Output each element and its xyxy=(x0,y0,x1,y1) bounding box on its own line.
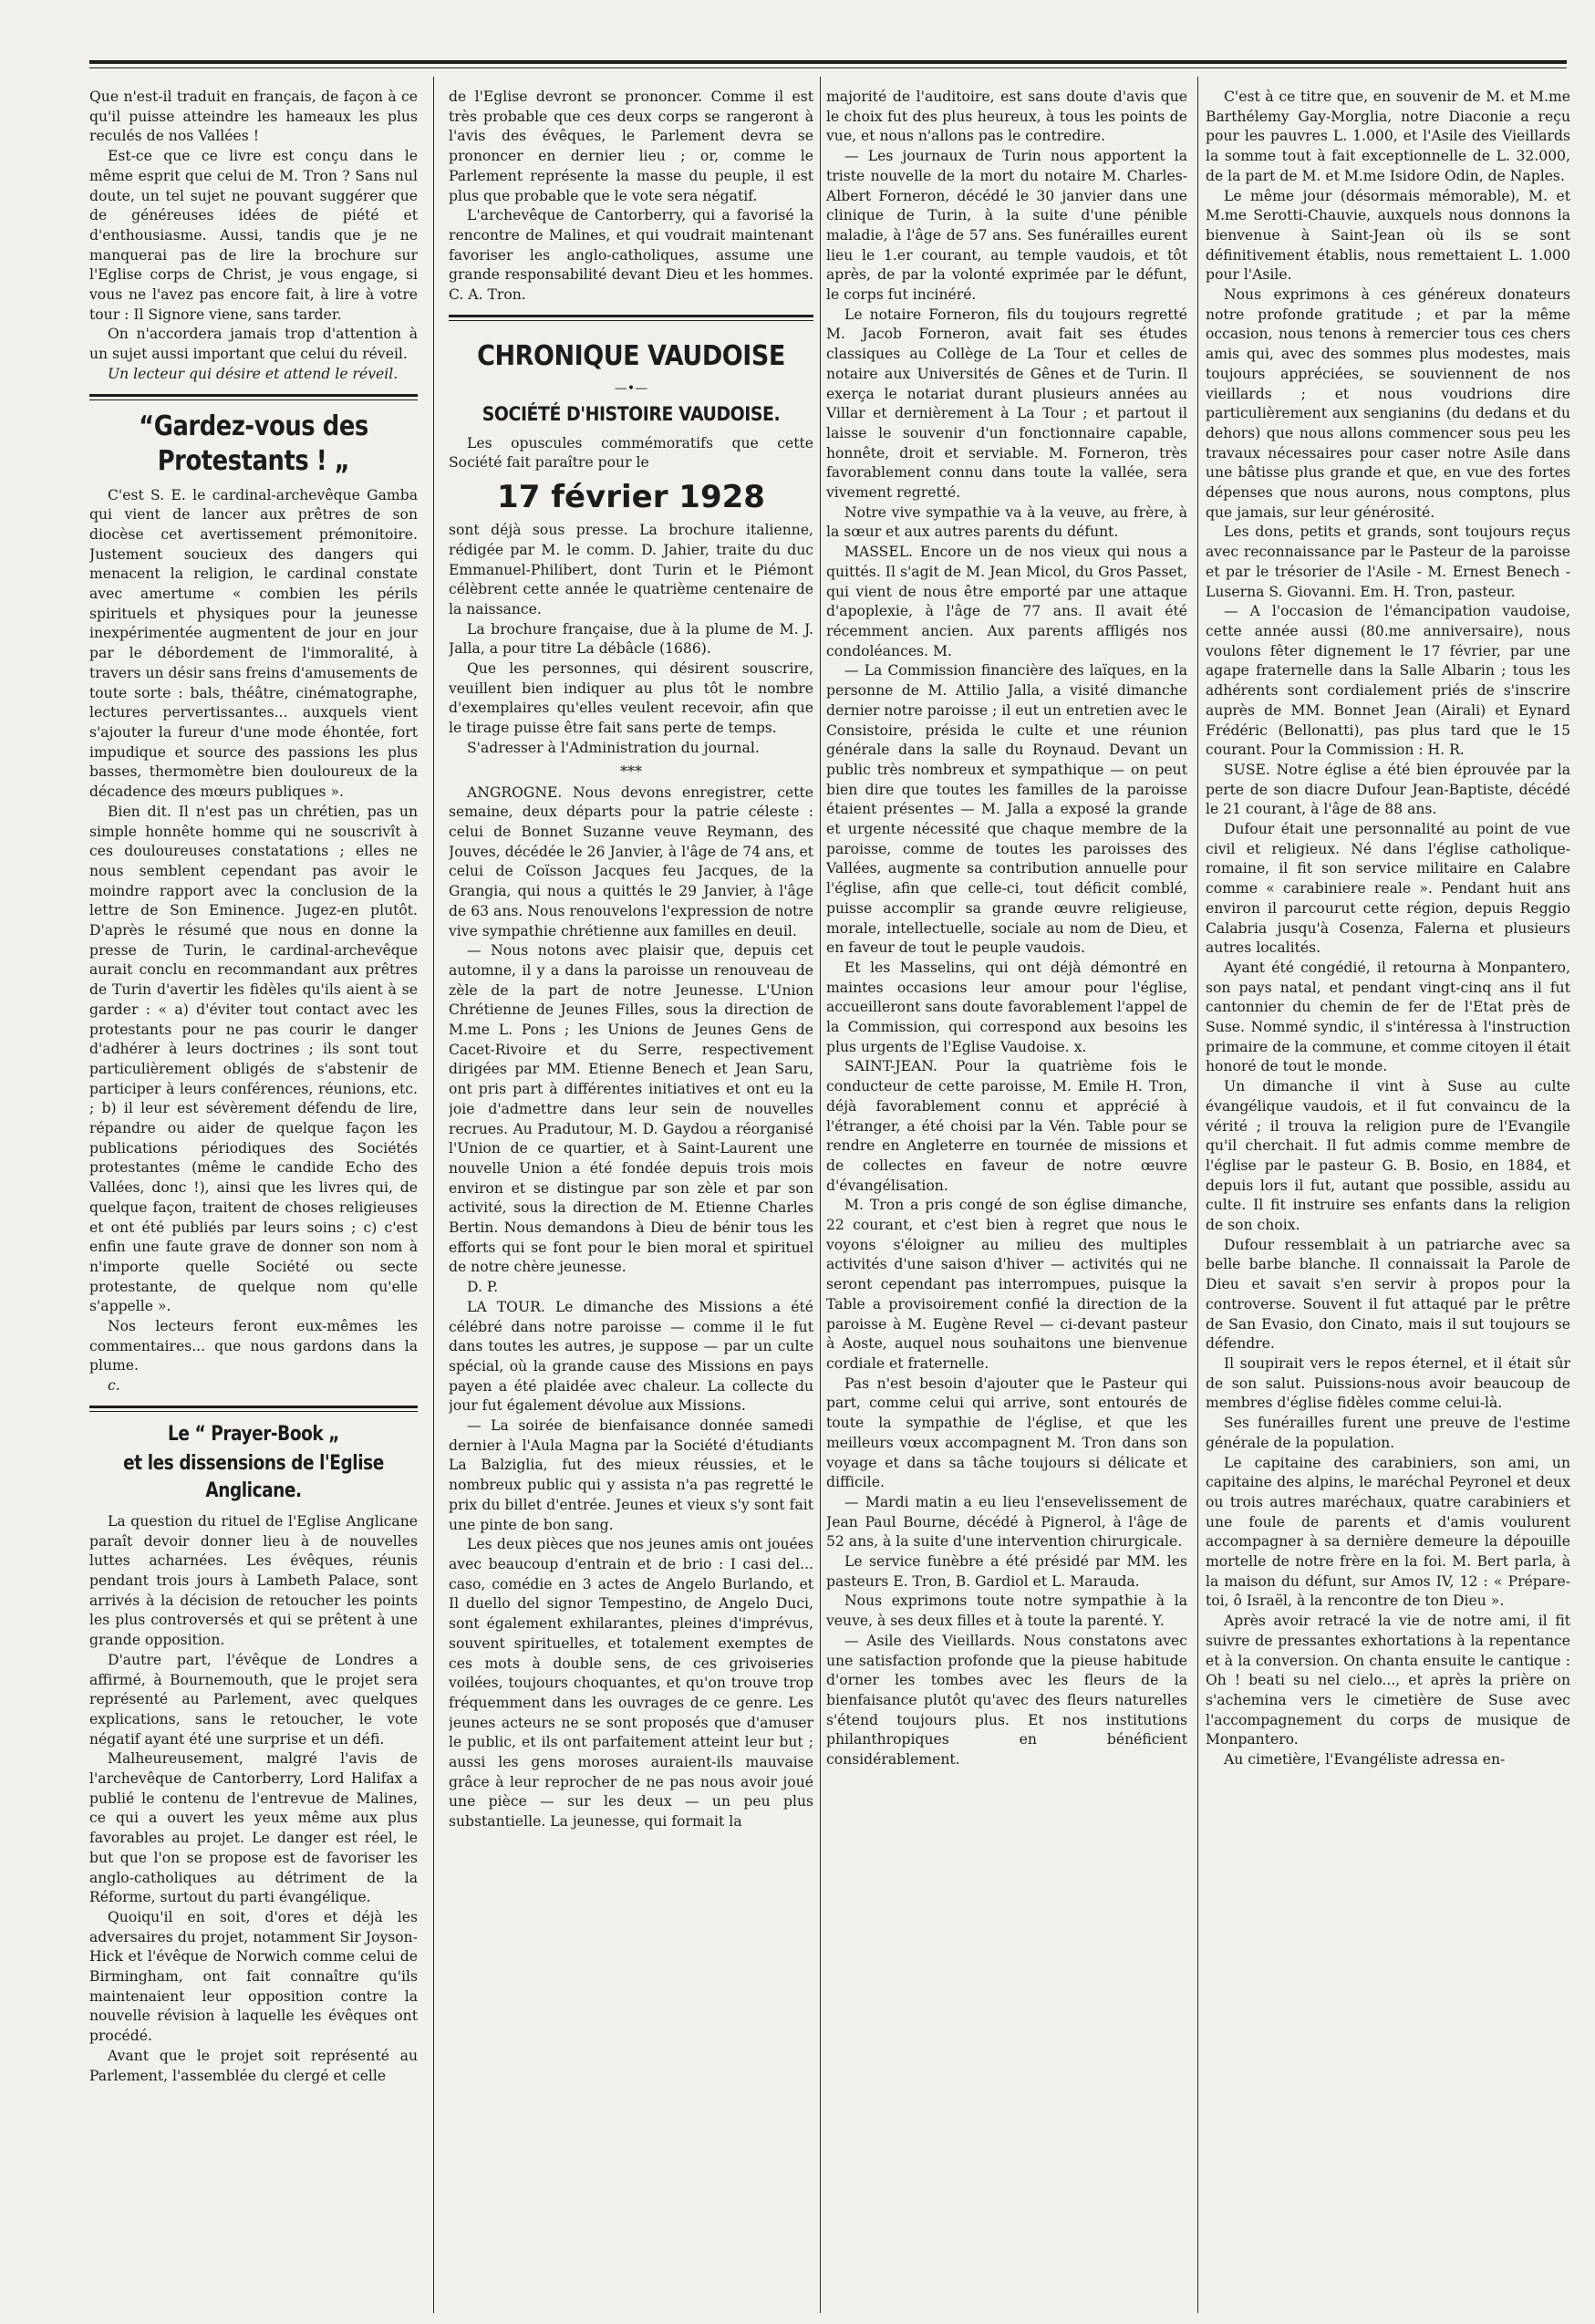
article-gardez xyxy=(89,486,418,1396)
paragraph: — La Commission financière des laïques, en la personne de M. Attilio Jalla, a visité dimanche dernier notre paroisse ; il eut un entretien avec le Consistoire, présida le culte et une réunion générale dans la salle du Roynaud. Devant un public très nombreux et sympathique — on peut bien dire que toutes les familles de la paroisse étaient présentes — M. Jalla a exposé la grande et urgente nécessité que chaque membre de la paroisse, comme de toutes les paroisses des Vallées, augmente sa contribution annuelle pour l'église, afin que celle-ci, tout déficit comblé, puisse accomplir sa grande œuvre religieuse, morale, intellectuelle, sociale au nom de Dieu, et en faveur de tout le peuple vaudois. xyxy=(826,662,1187,957)
paragraph: — Les journaux de Turin nous apportent la triste nouvelle de la mort du notaire M. Charles-Albert Forneron, décédé le 30 janvier dans une clinique de Turin, à la suite d'une pénible maladie, à l'âge de 57 ans. Ses funérailles eurent lieu le 1.er courant, au temple vaudois, et tôt après, de par la volonté exprimée par le défunt, le corps fut incinéré. xyxy=(826,148,1187,304)
paragraph: — La soirée de bienfaisance donnée samedi dernier à l'Aula Magna par la Société d'étudiants La Balziglia, fut des mieux réussies, et le nombreux public qui y assista n'a pas regretté le prix du billet d'entrée. Jeunes et vieux s'y sont fait une pinte de bon sang. xyxy=(449,1417,813,1533)
column-2 xyxy=(449,88,813,2313)
top-rule xyxy=(89,60,1567,64)
paragraph: majorité de l'auditoire, est sans doute d'avis que le choix fut des plus heureux, à tous les points de vue, et nous n'allons pas le contredire. xyxy=(826,88,1187,145)
section-rule-thin xyxy=(89,1411,418,1412)
column-divider xyxy=(433,77,434,2313)
paragraph: Le notaire Forneron, fils du toujours regretté M. Jacob Forneron, avait fait ses études classiques au Collège de La Tour et celles de notaire aux Universités de Gênes et de Turin. Il exerça le notariat durant plusieurs années au Villar et dernièrement à La Tour ; et partout il laisse le souvenir d'un fonctionnaire capable, honnête, droit et serviable. M. Forneron, très favorablement connu dans toute la vallée, sera vivement regretté. xyxy=(826,306,1187,502)
reveil-letter xyxy=(89,88,418,385)
column-divider xyxy=(1197,77,1198,2313)
paragraph: Au cimetière, l'Evangéliste adressa en- xyxy=(1224,1751,1506,1769)
paragraph: Les opuscules commémoratifs que cette Société fait paraître pour le xyxy=(449,434,813,472)
paragraph: C'est à ce titre que, en souvenir de M. et M.me Barthélemy Gay-Morglia, notre Diaconie a reçu pour les pauvres L. 1.000, et l'Asile des Vieillards la somme tout à fait exceptionnelle de L. 32.000, de la part de M. et M.me Isidore Odin, de Naples. xyxy=(1206,88,1570,184)
paragraph: Avant que le projet soit représenté au Parlement, l'assemblée du clergé et celle xyxy=(89,2047,418,2084)
paragraph: LA TOUR. Le dimanche des Missions a été célébré dans notre paroisse — comme il le fut dans toutes les autres, je suppose — par un culte spécial, où la grande cause des Missions en pays payen a été plaidée avec chaleur. La collecte du jour fut également dévolue aux Missions. xyxy=(449,1298,813,1415)
paragraph: Bien dit. Il n'est pas un chrétien, pas un simple honnête homme qui ne souscrivît à ces douloureuses constatations ; elles ne nous semblent cependant pas avoir le moindre rapport avec la conclusion de la lettre de Son Eminence. Jugez-en plutôt. D'après le résumé que nous en donne la presse de Turin, le cardinal-archevêque aurait conclu en recommandant aux prêtres de Turin d'avertir les fidèles qu'ils aient à se garder : « a) d'éviter tout contact avec les protestants pour ne pas courir le danger d'adhérer à leurs doctrines ; ils sont tout particulièrement obligés de s'abstenir de participer à leurs conférences, réunions, etc. ; b) il leur est sévèrement défendu de lire, répandre ou aider de quelque façon les publications périodiques des Sociétés protestantes (même le candide Echo des Vallées, donc !), ainsi que les livres qui, de quelque façon, traitent de choses religieuses et ont été publiés par leurs soins ; c) c'est enfin une faute grave de donner son nom à n'importe quelle Société ou secte protestante, de quelque nom qu'elle s'appelle ». xyxy=(89,803,418,1315)
paragraph: Ses funérailles furent une preuve de l'estime générale de la population. xyxy=(1206,1415,1570,1451)
commemoration-date: 17 février 1928 xyxy=(497,479,765,516)
section-title-societe: SOCIÉTÉ D'HISTOIRE VAUDOISE. xyxy=(482,402,781,425)
paragraph: — Nous notons avec plaisir que, depuis cet automne, il y a dans la paroisse un renouveau de zèle de la part de notre Jeunesse. L'Union Chrétienne de Jeunes Filles, sous la direction de M.me L. Pons ; les Unions de Jeunes Gens de Cacet-Rivoire et du Serre, respectivement dirigées par MM. Etienne Benech et Jean Saru, ont pris part à différentes initiatives et ont eu la joie d'admettre dans leur sein de nouvelles recrues. Au Pradutour, M. D. Gaydou a réorganisé l'Union de ce quartier, et à Saint-Laurent une nouvelle Union a été fondée depuis trois mois environ et se distingue par son zèle et par son activité, sous la direction de M. Etienne Charles Bertin. Nous demandons à Dieu de bénir tous les efforts qui se font pour le bien moral et spirituel de notre chère jeunesse. xyxy=(449,942,813,1276)
paragraph: Le même jour (désormais mémorable), M. et M.me Serotti-Chauvie, auxquels nous donnons la bienvenue à Saint-Jean où ils se sont définitivement établis, nous remettaient L. 1.000 pour l'Asile. xyxy=(1206,187,1570,284)
paragraph: Ayant été congédié, il retourna à Monpantero, son pays natal, et pendant vingt-cinq ans il fut cantonnier du chemin de fer de l'Etat près de Suse. Nommé syndic, il s'intéressa à l'instruction primaire de la commune, et comme citoyen il était honoré de tout le monde. xyxy=(1206,959,1570,1075)
stars-divider: *** xyxy=(620,762,642,780)
paragraph: Un dimanche il vint à Suse au culte évangélique vaudois, et il fut convaincu de la vérité ; il trouva la religion pure de l'Evangile qu'il cherchait. Il fut admis comme membre de l'église par le pasteur G. B. Bosio, en 1884, et depuis lors il fut, autant que possible, assidu au culte. Il fit instruire ses enfants dans la religion de son choix. xyxy=(1206,1078,1570,1234)
section-rule-thin xyxy=(89,399,418,400)
article-signature: c. xyxy=(108,1377,120,1395)
paragraph: SUSE. Notre église a été bien éprouvée par la perte de son diacre Dufour Jean-Baptiste, décédé le 21 courant, à l'âge de 88 ans. xyxy=(1206,761,1570,818)
article-signature: D. P. xyxy=(467,1279,499,1296)
paragraph: Les deux pièces que nos jeunes amis ont jouées avec beaucoup d'entrain et de brio : I casi del... caso, comédie en 3 actes de Angelo Burlando, et Il duello del signor Tempestino, de Angelo Duci, sont également exhilarantes, pleines d'imprévus, souvent spirituelles, et totalement exemptes de ces mots à double sens, de ces grivoiseries voilées, toujours choquantes, et qu'on trouve trop fréquemment dans les ouvrages de ce genre. Les jeunes acteurs ne se sont proposés que d'amuser le public, et ils ont parfaitement atteint leur but ; aussi les gens moroses auraient-ils mauvaise grâce à leur reprocher de ne pas nous avoir joué une pièce — sur les deux — un peu plus substantielle. La jeunesse, qui formait la xyxy=(449,1536,813,1831)
paragraph: D'autre part, l'évêque de Londres a affirmé, à Bournemouth, que le projet sera représenté au Parlement, avec quelques explications, sans le retoucher, le vote négatif ayant été une surprise et un défi. xyxy=(89,1651,418,1748)
paragraph: Dufour ressemblait à un patriarche avec sa belle barbe blanche. Il connaissait la Parole de Dieu et savait s'en servir à propos pour la controverse. Souvent il fut attaqué par le prêtre de San Evasio, don Cinato, mais il sut toujours se défendre. xyxy=(1206,1236,1570,1353)
column-3 xyxy=(826,88,1187,2313)
article-prayer-book xyxy=(89,1512,418,2086)
paragraph: Est-ce que ce livre est conçu dans le même esprit que celui de M. Tron ? Sans nul doute, un tel sujet ne pouvant suggérer que de généreuses idées de piété et d'enthousiasme. Aussi, tandis que je ne manquerai pas de lire la brochure sur l'Eglise corps de Christ, je vous engage, si vous ne l'avez pas encore fait, à lire à votre tour : Il Signore viene, sans tarder. xyxy=(89,148,418,323)
paragraph: Pas n'est besoin d'ajouter que le Pasteur qui part, comme celui qui arrive, sont entourés de toute la sympathie de l'église, et que les meilleurs vœux accompagnent M. Tron dans son voyage et dans sa tâche toujours si délicate et difficile. xyxy=(826,1375,1187,1491)
paragraph: Après avoir retracé la vie de notre ami, il fit suivre de pressantes exhortations à la repentance et à la conversion. On chanta ensuite le cantique : Oh ! beati su nel cielo..., et après la prière on s'achemina vers le cimetière de Suse avec l'accompagnement du corps de musique de Monpantero. xyxy=(1206,1613,1570,1748)
section-rule xyxy=(449,315,813,317)
paragraph: Notre vive sympathie va à la veuve, au frère, à la sœur et aux autres parents du défunt. xyxy=(826,503,1187,541)
paragraph: Dufour était une personnalité au point de vue civil et religieux. Né dans l'église catholique-romaine, il fit son service militaire en Calabre comme « carabiniere reale ». Pendant huit ans environ il parcourut cette région, depuis Reggio Calabria jusqu'à Cosenza, Falerna et plusieurs autres localités. xyxy=(1206,821,1570,957)
paragraph: Que n'est-il traduit en français, de façon à ce qu'il puisse atteindre les hameaux les plus reculés de nos Vallées ! xyxy=(89,88,418,145)
paragraph: Que les personnes, qui désirent souscrire, veuillent bien indiquer au plus tôt le nombre d'exemplaires qu'elles veulent recevoir, afin que le tirage puisse être fait sans perte de temps. xyxy=(449,660,813,737)
paragraph: — Asile des Vieillards. Nous constatons avec une satisfaction profonde que la pieuse habitude d'orner les tombes avec les fleurs de la bienfaisance plutôt qu'avec des fleurs naturelles s'étend toujours plus. Et nos institutions philanthropiques en bénéficient considérablement. xyxy=(826,1632,1187,1769)
paragraph: ANGROGNE. Nous devons enregistrer, cette semaine, deux départs pour la patrie céleste : celui de Bonnet Suzanne veuve Reymann, des Jouves, décédée le 26 Janvier, à l'âge de 74 ans, et celui de Coïsson Jacques feu Jacques, de la Grangia, qui nous a quittés le 29 Janvier, à l'âge de 63 ans. Nous renouvelons l'expression de notre vive sympathie chrétienne aux familles en deuil. xyxy=(449,783,813,939)
paragraph: Quoiqu'il en soit, d'ores et déjà les adversaires du projet, notamment Sir Joyson-Hick et l'évêque de Norwich comme celui de Birmingham, ont fait connaître qu'ils maintenaient leur opposition contre la nouvelle révision à laquelle les évêques ont procédé. xyxy=(89,1908,418,2045)
paragraph: Les dons, petits et grands, sont toujours reçus avec reconnaissance par le Pasteur de la paroisse et par le trésorier de l'Asile - M. Ernest Benech - Luserna S. Giovanni. Em. H. Tron, pasteur. xyxy=(1206,524,1570,600)
ornament-divider: —•— xyxy=(614,380,648,396)
paragraph: de l'Eglise devront se prononcer. Comme il est très probable que ces deux corps se rangeront à l'avis des évêques, le Parlement devra se prononcer en dernier lieu ; or, comme le Parlement représente la masse du peuple, il est plus que probable que le vote sera négatif. xyxy=(449,88,813,204)
paragraph: Nous exprimons à ces généreux donateurs notre profonde gratitude ; et par la même occasion, nous tenons à remercier tous ces chers amis qui, avec des sommes plus modestes, mais toujours appréciées, se souviennent de nos vieillards ; et nous voudrions dire particulièrement aux sengianins (du dedans et du dehors) que nous allons commencer sous peu les travaux nécessaires pour caser notre Asile dans une bâtisse plus grande et que, en vue des fortes dépenses que nous aurons, nous comptons, plus que jamais, sur leur générosité. xyxy=(1206,286,1570,521)
article-title-gardez: “Gardez-vous des Protestants ! „ xyxy=(139,410,368,477)
article-title-prayer-book: Le “ Prayer-Book „ xyxy=(167,1422,340,1446)
top-rule-thin xyxy=(89,67,1567,68)
section-rule xyxy=(89,1406,418,1408)
paragraph: La question du rituel de l'Eglise Anglicane paraît devoir donner lieu à de nouvelles luttes acharnées. Les évêques, réunis pendant trois jours à Lambeth Palace, sont arrivés à la décision de retoucher les points les plus controversés et qui se prêtent à une grande opposition. xyxy=(89,1512,418,1649)
paragraph: SAINT-JEAN. Pour la quatrième fois le conducteur de cette paroisse, M. Emile H. Tron, déjà favorablement connu et apprécié à l'étranger, a été choisi par la Vén. Table pour se rendre en Angleterre en tournée de missions et de collectes en faveur de notre œuvre d'évangélisation. xyxy=(826,1058,1187,1194)
paragraph: Le capitaine des carabiniers, son ami, un capitaine des alpins, le maréchal Peyronel et deux ou trois autres maréchaux, quatre carabiniers et une foule de parents et d'amis voulurent accompagner à sa dernière demeure la dépouille mortelle de notre frère en la foi. M. Bert parla, à la maison du défunt, sur Amos IV, 12 : « Prépare-toi, ô Israël, à la rencontre de ton Dieu ». xyxy=(1206,1454,1570,1610)
paragraph: Nos lecteurs feront eux-mêmes les commentaires... que nous gardons dans la plume. xyxy=(89,1318,418,1375)
paragraph: On n'accordera jamais trop d'attention à un sujet aussi important que celui du réveil. xyxy=(89,326,418,363)
paragraph: L'archevêque de Cantorberry, qui a favorisé la rencontre de Malines, et qui voudrait maintenant favoriser les anglo-catholiques, assume une grande responsabilité devant Dieu et les hommes. C. A. Tron. xyxy=(449,207,813,304)
paragraph: sont déjà sous presse. La brochure italienne, rédigée par M. le comm. D. Jahier, traite du duc Emmanuel-Philibert, dont Turin et le Piémont célèbrent cette année le quatrième centenaire de la naissance. xyxy=(449,522,813,617)
section-title-chronique: CHRONIQUE VAUDOISE xyxy=(477,339,785,372)
letter-signature: Un lecteur qui désire et attend le réveil. xyxy=(108,365,399,382)
paragraph: Il soupirait vers le repos éternel, et il était sûr de son salut. Puissions-nous avoir beaucoup de membres d'église fidèles comme celui-là. xyxy=(1206,1355,1570,1412)
column-divider xyxy=(820,77,821,2313)
paragraph: Malheureusement, malgré l'avis de l'archevêque de Cantorberry, Lord Halifax a publié le contenu de l'entrevue de Malines, ce qui a ouvert les yeux même aux plus favorables au projet. Le danger est réel, le but que l'on se propose est de favoriser les anglo-catholiques au détriment de la Réforme, surtout du parti évangélique. xyxy=(89,1750,418,1906)
paragraph: M. Tron a pris congé de son église dimanche, 22 courant, et c'est bien à regret que nous le voyons s'éloigner au milieu des multiples activités d'une saison d'hiver — activités qui ne seront cependant pas interrompues, puisque la Table a provisoirement confié la direction de la paroisse à M. Eugène Revel — ci-devant pasteur à Aoste, auquel nous souhaitons une bienvenue cordiale et fraternelle. xyxy=(826,1197,1187,1372)
paragraph: S'adresser à l'Administration du journal. xyxy=(467,739,760,756)
paragraph: Nous exprimons toute notre sympathie à la veuve, à ses deux filles et à toute la parenté. Y. xyxy=(826,1593,1187,1630)
column-1 xyxy=(89,88,418,2313)
paragraph: Le service funèbre a été présidé par MM. les pasteurs E. Tron, B. Gardiol et L. Marauda. xyxy=(826,1553,1187,1590)
paragraph: — Mardi matin a eu lieu l'ensevelissement de Jean Paul Bourne, décédé à Pignerol, à l'âge de 52 ans, à la suite d'une intervention chirurgicale. xyxy=(826,1493,1187,1551)
section-rule xyxy=(89,394,418,397)
section-rule-thin xyxy=(449,320,813,321)
article-subtitle-prayer-book: et les dissensions de l'Eglise Anglicane. xyxy=(123,1451,384,1502)
paragraph: — A l'occasion de l'émancipation vaudoise, cette année aussi (80.me anniversaire), nous voulons fêter dignement le 17 février, par une agape fraternelle dans la Salle Albarin ; tous les adhérents sont cordialement priés de s'inscrire auprès de MM. Bonnet Jean (Airali) et Eynard Frédéric (Bellonatti), pas plus tard que le 15 courant. Pour la Commission : H. R. xyxy=(1206,603,1570,759)
paragraph: C'est S. E. le cardinal-archevêque Gamba qui vient de lancer aux prêtres de son diocèse cet avertissement prémonitoire. Justement soucieux des dangers qui menacent la religion, le cardinal constate avec amertume « combien les périls spirituels et physiques pour la jeunesse inexpérimentée augmentent de jour en jour par le débordement de l'immoralité, à travers un désir sans freins d'amusements de toute sorte : bals, théâtre, cinématographe, lectures pervertissantes... auxquels vient s'ajouter la fureur d'une mode éhontée, fort impudique et source des passions les plus basses, thermomètre bien douloureux de la décadence des mœurs publiques ». xyxy=(89,486,418,801)
paragraph: La brochure française, due à la plume de M. J. Jalla, a pour titre La débâcle (1686). xyxy=(449,620,813,658)
paragraph: MASSEL. Encore un de nos vieux qui nous a quittés. Il s'agit de M. Jean Micol, du Gros Passet, qui vient de nous être emporté par une attaque d'apoplexie, à l'âge de 77 ans. Il avait été récemment ancien. Aux parents affligés nos condoléances. M. xyxy=(826,544,1187,659)
column-4 xyxy=(1206,88,1570,2313)
paragraph: Et les Masselins, qui ont déjà démontré en maintes occasions leur amour pour l'église, accueilleront sans doute favorablement l'appel de la Commission, qui correspond aux besoins les plus urgents de l'Eglise Vaudoise. x. xyxy=(826,959,1187,1055)
